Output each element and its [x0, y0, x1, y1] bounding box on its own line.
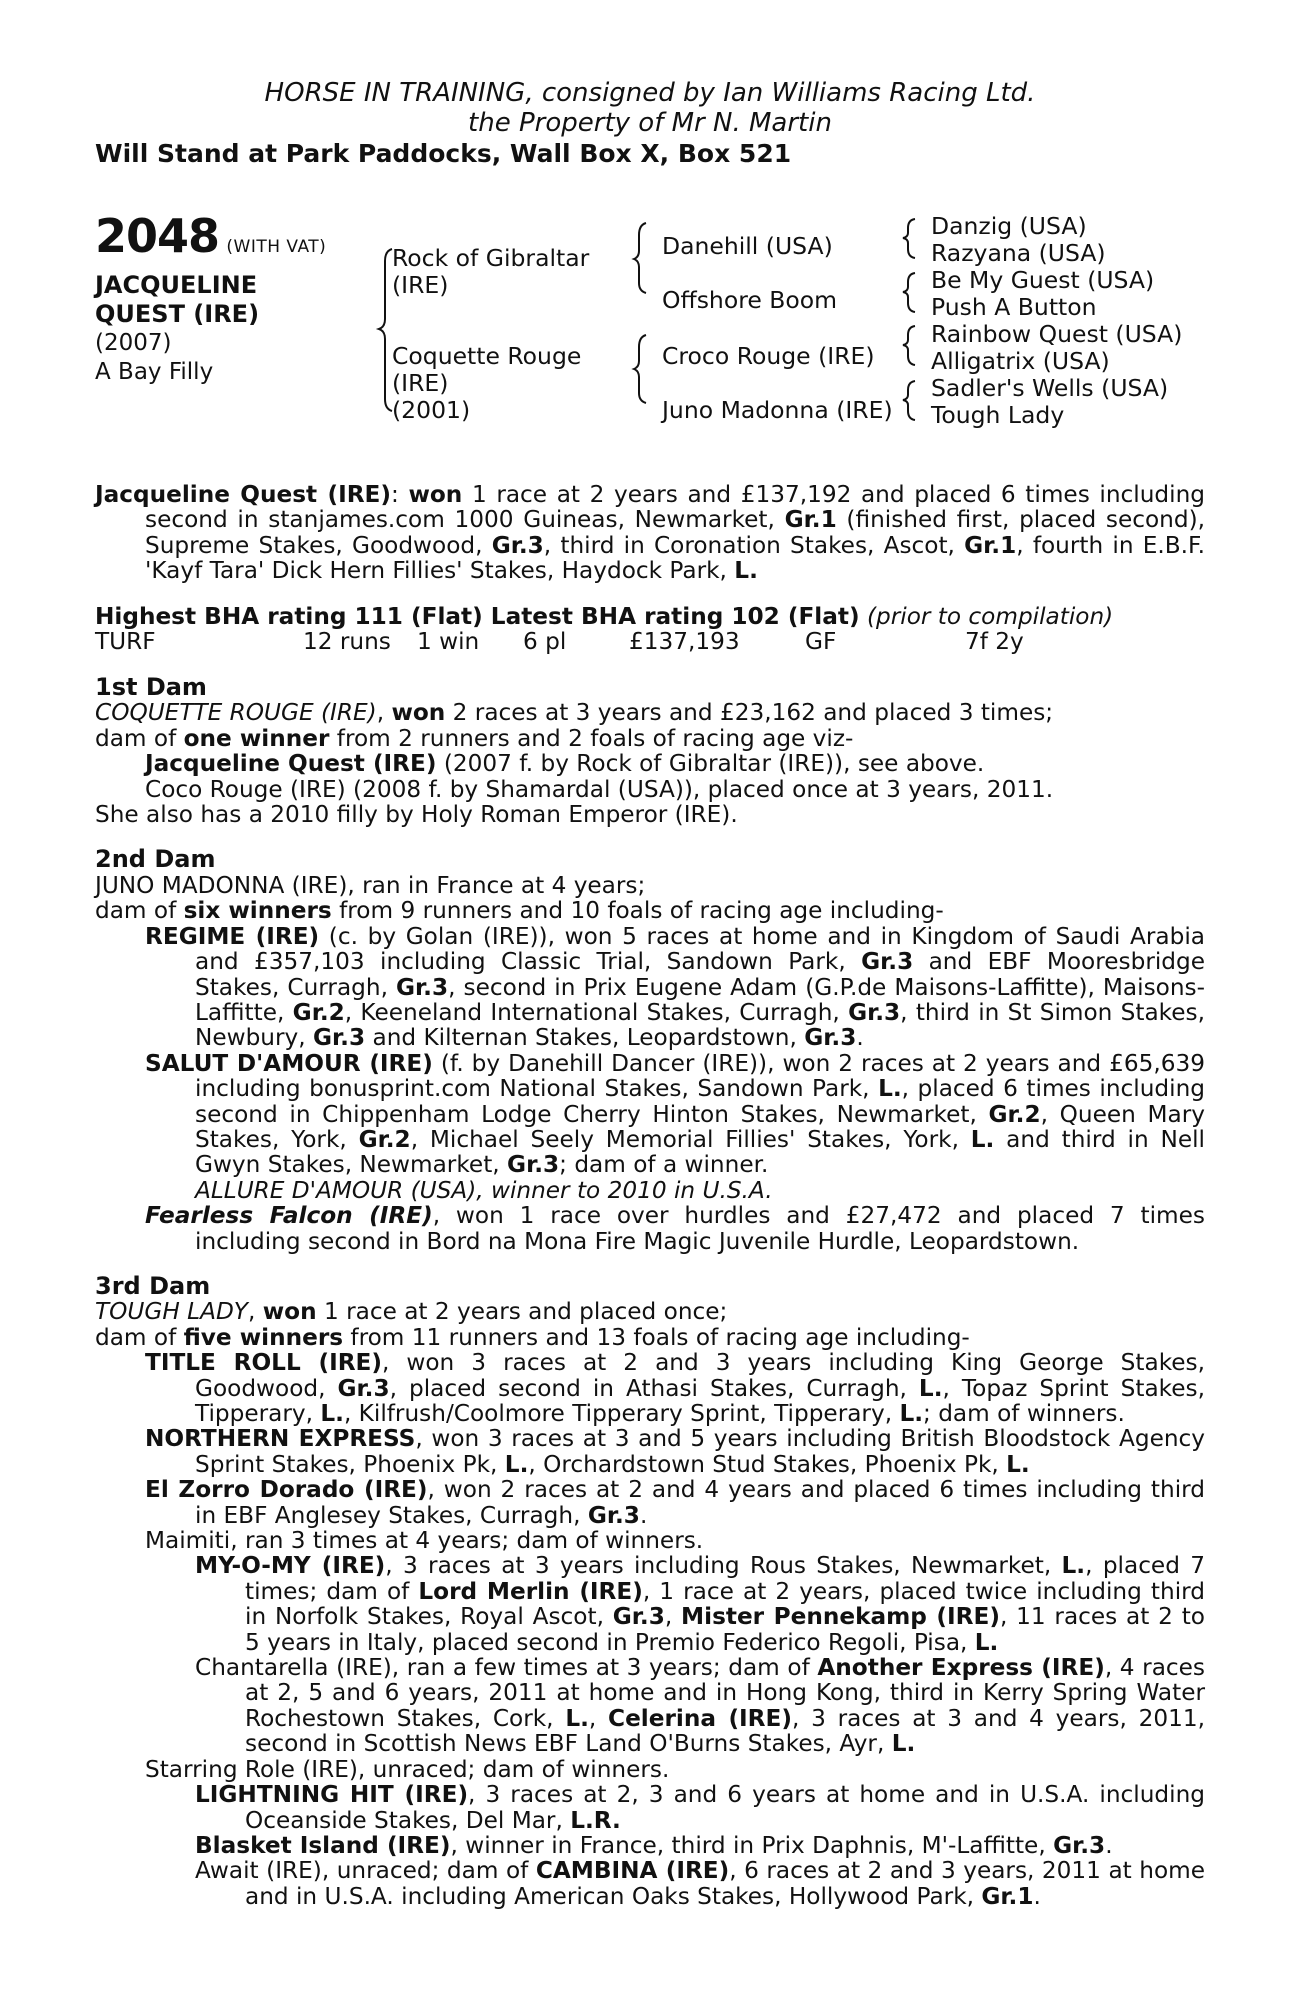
consignor-line: HORSE IN TRAINING, consigned by Ian Williams Racing Ltd.	[264, 78, 1036, 108]
list-item: Starring Role (IRE), unraced; dam of winners.	[145, 1755, 670, 1783]
race-summary: Jacqueline Quest (IRE): won 1 race at 2 years and £137,192 and placed 6 times including second in stanjames.com 1000 Guineas, Newmarket, Gr.1 (finished first, placed second), Supreme Stakes, Goodwood, Gr.3, third in Coronation Stakes, Ascot, Gr.1, fourth in E.B.F. 'Kayf Tara' Dick Hern Fillies' Stakes, Haydock Park, L.	[95, 481, 1206, 585]
list-item: MY-O-MY (IRE), 3 races at 3 years including Rous Stakes, Newmarket, L., placed 7 times; dam of Lord Merlin (IRE), 1 race at 2 years, placed twice including third in Norfolk Stakes, Royal Ascot, Gr.3, Mister Pennekamp (IRE), 11 races at 2 to 5 years in Italy, placed second in Premio Federico Regoli, Pisa, L.	[195, 1552, 1205, 1656]
list-item: Maimiti, ran 3 times at 4 years; dam of winners.	[145, 1527, 704, 1555]
rating-block	[95, 604, 1205, 655]
list-item: REGIME (IRE) (c. by Golan (IRE)), won 5 races at home and in Kingdom of Saudi Arabia and £357,103 including Classic Trial, Sandown Park, Gr.3 and EBF Mooresbridge Stakes, Curragh, Gr.3, second in Prix Eugene Adam (G.P.de Maisons-Laffitte), Maisons-Laffitte, Gr.2, Keeneland International Stakes, Curragh, Gr.3, third in St Simon Stakes, Newbury, Gr.3 and Kilternan Stakes, Leopardstown, Gr.3.	[145, 922, 1206, 1052]
list-item: El Zorro Dorado (IRE), won 2 races at 2 and 4 years and placed 6 times including third in EBF Anglesey Stakes, Curragh, Gr.3.	[145, 1476, 1206, 1529]
second-dam-section: 2nd Dam JUNO MADONNA (IRE), ran in France at 4 years; dam of six winners from 9 runners and 10 foals of racing age including- REGIME (IRE) (c. by Golan (IRE)), won 5 races at home and in Kingdom of Saudi Arabia and £357,103 including Classic Trial, Sandown Park, Gr.3 and EBF Mooresbridge Stakes, Curragh, Gr.3, second in Prix Eugene Adam (G.P.de Maisons-Laffitte), Maisons-Laffitte, Gr.2, Keeneland International Stakes, Curragh, Gr.3, third in St Simon Stakes, Newbury, Gr.3 and Kilternan Stakes, Leopardstown, Gr.3. SALUT D'AMOUR (IRE) (f. by Danehill Dancer (IRE)), won 2 races at 2 years and £65,639 including bonusprint.com National Stakes, Sandown Park, L., placed 6 times including second in Chippenham Lodge Cherry Hinton Stakes, Newmarket, Gr.2, Queen Mary Stakes, York, Gr.2, Michael Seely Memorial Fillies' Stakes, York, L. and third in Nell Gwyn Stakes, Newmarket, Gr.3; dam of a winner. ALLURE D'AMOUR (USA), winner to 2010 in U.S.A. Fearless Falcon (IRE), won 1 race over hurdles and £27,472 and placed 7 times including second in Bord na Mona Fire Magic Juvenile Hurdle, Leopardstown.	[95, 845, 1206, 1255]
rating-note: (prior to compilation)	[866, 602, 1114, 630]
dam-dam: Juno Madonna (IRE)	[662, 396, 893, 424]
list-item: Fearless Falcon (IRE), won 1 race over hurdles and £27,472 and placed 7 times including second in Bord na Mona Fire Magic Juvenile Hurdle, Leopardstown.	[145, 1202, 1205, 1255]
list-item: SALUT D'AMOUR (IRE) (f. by Danehill Dancer (IRE)), won 2 races at 2 years and £65,639 including bonusprint.com National Stakes, Sandown Park, L., placed 6 times including second in Chippenham Lodge Cherry Hinton Stakes, Newmarket, Gr.2, Queen Mary Stakes, York, Gr.2, Michael Seely Memorial Fillies' Stakes, York, L. and third in Nell Gwyn Stakes, Newmarket, Gr.3; dam of a winner.	[145, 1049, 1205, 1179]
ped-g5: Rainbow Quest (USA)	[931, 320, 1183, 348]
sire-name: Rock of Gibraltar (IRE)	[392, 244, 590, 299]
list-item: Blasket Island (IRE), winner in France, third in Prix Daphnis, M'-Laffitte, Gr.3.	[195, 1831, 1113, 1859]
dam-sire: Croco Rouge (IRE)	[662, 342, 875, 370]
vat-label: (WITH VAT)	[226, 237, 327, 257]
list-item: She also has a 2010 filly by Holy Roman Emperor (IRE).	[95, 801, 738, 829]
list-item: NORTHERN EXPRESS, won 3 races at 3 and 5 years including British Bloodstock Agency Sprint Stakes, Phoenix Pk, L., Orchardstown Stud Stakes, Phoenix Pk, L.	[145, 1425, 1206, 1478]
list-item: Jacqueline Quest (IRE) (2007 f. by Rock of Gibraltar (IRE)), see above.	[145, 750, 985, 778]
second-dam-title: 2nd Dam	[95, 845, 216, 874]
third-dam-title: 3rd Dam	[95, 1271, 211, 1300]
list-item: Await (IRE), unraced; dam of CAMBINA (IRE), 6 races at 2 and 3 years, 2011 at home and in U.S.A. including American Oaks Stakes, Hollywood Park, Gr.1.	[195, 1857, 1205, 1910]
first-dam-section: 1st Dam COQUETTE ROUGE (IRE), won 2 races at 3 years and £23,162 and placed 3 times; dam of one winner from 2 runners and 2 foals of racing age viz- Jacqueline Quest (IRE) (2007 f. by Rock of Gibraltar (IRE)), see above. Coco Rouge (IRE) (2008 f. by Shamardal (USA)), placed once at 3 years, 2011. She also has a 2010 filly by Holy Roman Emperor (IRE).	[95, 675, 1205, 827]
ped-g4: Push A Button	[931, 293, 1097, 321]
third-dam-section: 3rd Dam TOUGH LADY, won 1 race at 2 years and placed once; dam of five winners from 11 runners and 13 foals of racing age including- TITLE ROLL (IRE), won 3 races at 2 and 3 years including King George Stakes, Goodwood, Gr.3, placed second in Athasi Stakes, Curragh, L., Topaz Sprint Stakes, Tipperary, L., Kilfrush/Coolmore Tipperary Sprint, Tipperary, L.; dam of winners. NORTHERN EXPRESS, won 3 races at 3 and 5 years including British Bloodstock Agency Sprint Stakes, Phoenix Pk, L., Orchardstown Stud Stakes, Phoenix Pk, L. El Zorro Dorado (IRE), won 2 races at 2 and 4 years and placed 6 times including third in EBF Anglesey Stakes, Curragh, Gr.3. Maimiti, ran 3 times at 4 years; dam of winners. MY-O-MY (IRE), 3 races at 3 years including Rous Stakes, Newmarket, L., placed 7 times; dam of Lord Merlin (IRE), 1 race at 2 years, placed twice including third in Norfolk Stakes, Royal Ascot, Gr.3, Mister Pennekamp (IRE), 11 races at 2 to 5 years in Italy, placed second in Premio Federico Regoli, Pisa, L. Chantarella (IRE), ran a few times at 3 years; dam of Another Express (IRE), 4 races at 2, 5 and 6 years, 2011 at home and in Hong Kong, third in Kerry Spring Water Rochestown Stakes, Cork, L., Celerina (IRE), 3 races at 3 and 4 years, 2011, second in Scottish News EBF Land O'Burns Stakes, Ayr, L. Starring Role (IRE), unraced; dam of winners. LIGHTNING HIT (IRE), 3 races at 2, 3 and 6 years at home and in U.S.A. including Oceanside Stakes, Del Mar, L.R. Blasket Island (IRE), winner in France, third in Prix Daphnis, M'-Laffitte, Gr.3. Await (IRE), unraced; dam of CAMBINA (IRE), 6 races at 2 and 3 years, 2011 at home and in U.S.A. including American Oaks Stakes, Hollywood Park, Gr.1.	[95, 1271, 1206, 1910]
ped-g2: Razyana (USA)	[931, 239, 1106, 267]
list-item: ALLURE D'AMOUR (USA), winner to 2010 in U.S.A.	[195, 1176, 773, 1204]
list-item: Coco Rouge (IRE) (2008 f. by Shamardal (USA)), placed once at 3 years, 2011.	[145, 775, 1054, 803]
pedigree-block	[95, 209, 1205, 484]
ped-g6: Alligatrix (USA)	[931, 347, 1110, 375]
ped-g8: Tough Lady	[931, 401, 1065, 429]
ped-g7: Sadler's Wells (USA)	[931, 374, 1169, 402]
ped-g1: Danzig (USA)	[931, 212, 1087, 240]
sire-dam: Offshore Boom	[662, 286, 838, 314]
form-table-row: TURF 12 runs 1 win 6 pl £137,193 GF 7f 2y	[95, 628, 1024, 656]
lot-info	[95, 209, 365, 387]
dam-name: Coquette Rouge (IRE) (2001)	[392, 342, 582, 424]
rating-heading: Highest BHA rating 111 (Flat) Latest BHA rating 102 (Flat)	[95, 602, 860, 630]
first-dam-title: 1st Dam	[95, 673, 207, 702]
stand-line: Will Stand at Park Paddocks, Wall Box X, Box 521	[95, 139, 792, 168]
list-item: LIGHTNING HIT (IRE), 3 races at 2, 3 and 6 years at home and in U.S.A. including Oceanside Stakes, Del Mar, L.R.	[195, 1781, 1205, 1834]
sire-sire: Danehill (USA)	[662, 232, 833, 260]
list-item: TITLE ROLL (IRE), won 3 races at 2 and 3 years including King George Stakes, Goodwood, Gr.3, placed second in Athasi Stakes, Curragh, L., Topaz Sprint Stakes, Tipperary, L., Kilfrush/Coolmore Tipperary Sprint, Tipperary, L.; dam of winners.	[145, 1349, 1206, 1427]
horse-name-line2: QUEST (IRE)	[95, 300, 260, 328]
ped-g3: Be My Guest (USA)	[931, 266, 1155, 294]
foaling-year: (2007)	[95, 330, 172, 356]
list-item: Chantarella (IRE), ran a few times at 3 years; dam of Another Express (IRE), 4 races at 2, 5 and 6 years, 2011 at home and in Hong Kong, third in Kerry Spring Water Rochestown Stakes, Cork, L., Celerina (IRE), 3 races at 3 and 4 years, 2011, second in Scottish News EBF Land O'Burns Stakes, Ayr, L.	[195, 1654, 1206, 1758]
property-line: the Property of Mr N. Martin	[468, 108, 832, 138]
horse-description: A Bay Filly	[95, 359, 214, 385]
lot-number: 2048	[95, 209, 220, 263]
catalogue-page	[95, 78, 1205, 1909]
horse-name-line1: JACQUELINE	[95, 271, 258, 299]
